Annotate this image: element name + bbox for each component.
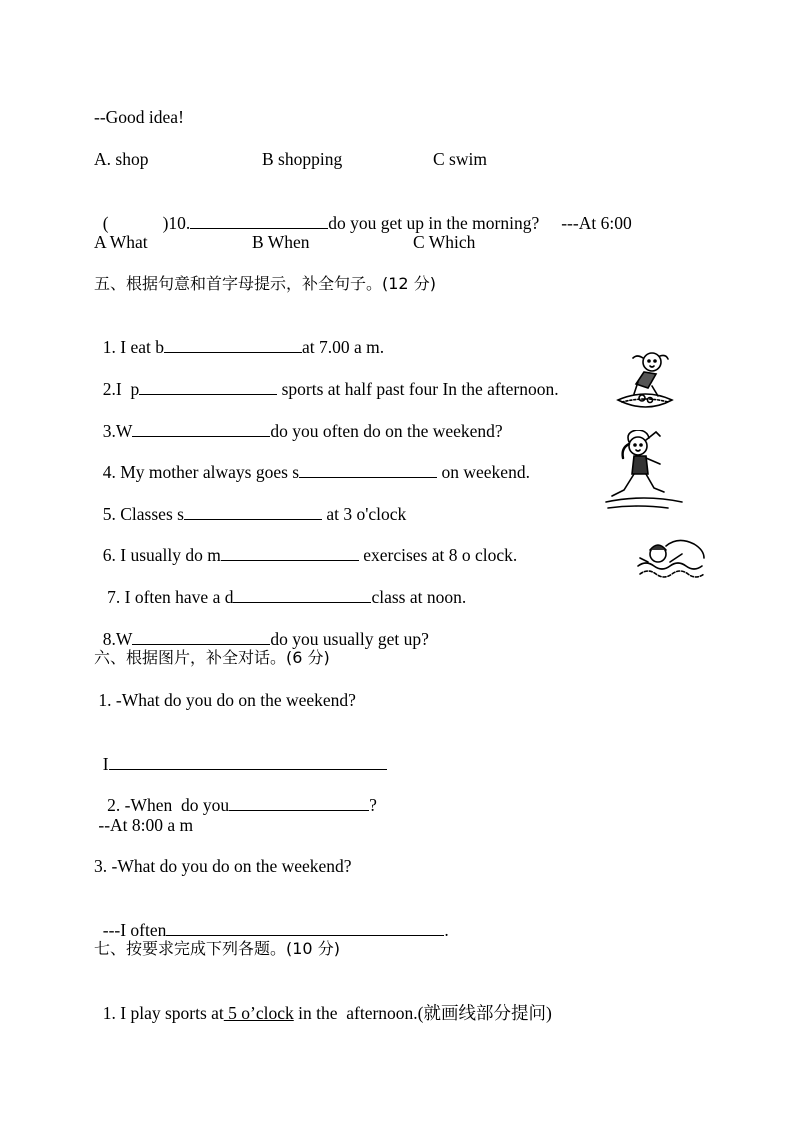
girl-washing-clothes-illustration <box>612 344 678 414</box>
item-prefix: 4. My mother always goes s <box>102 462 300 482</box>
section5-item-7 <box>94 564 466 608</box>
question-prefix: 1. I play sports at <box>102 1003 224 1023</box>
item-prefix: 7. I often have a d <box>102 587 234 607</box>
section5-item-2 <box>94 356 559 400</box>
answer-prefix: ---I often <box>102 920 167 940</box>
item-prefix: 2.I p <box>102 379 140 399</box>
fill-blank[interactable] <box>164 336 302 353</box>
item-prefix: 5. Classes s <box>102 504 184 524</box>
item-suffix: at 3 o'clock <box>321 504 407 524</box>
q10-number: 10. <box>168 213 191 233</box>
q10-option-a: A What <box>94 232 148 252</box>
section7-heading: 七、按要求完成下列各题。(10 分) <box>94 939 340 958</box>
item-prefix: 8.W <box>102 629 133 649</box>
section5-item-1 <box>94 314 384 358</box>
section5-item-5 <box>94 481 406 525</box>
section5-item-4 <box>94 439 530 483</box>
section5-heading: 五、根据句意和首字母提示，补全句子。(12 分) <box>94 274 436 293</box>
fill-blank[interactable] <box>233 586 371 603</box>
question-suffix: in the afternoon.(就画线部分提问) <box>293 1003 552 1023</box>
section5-item-8 <box>94 606 429 650</box>
item-prefix: 6. I usually do m <box>102 545 221 565</box>
fill-blank[interactable] <box>109 753 387 770</box>
q10-answer: ---At 6:00 <box>561 213 632 233</box>
item-prefix: 1. I eat b <box>102 337 164 357</box>
section5-item-6 <box>94 522 517 566</box>
item-suffix: do you usually get up? <box>270 629 429 649</box>
section6-question-3: 3. -What do you do on the weekend? <box>94 856 352 876</box>
section6-answer-2: --At 8:00 a m <box>94 815 194 835</box>
section5-item-3 <box>94 398 503 442</box>
item-suffix: exercises at 8 o clock. <box>358 545 518 565</box>
fill-blank[interactable] <box>184 503 322 520</box>
item-suffix: do you often do on the weekend? <box>270 421 503 441</box>
item-suffix: on weekend. <box>437 462 530 482</box>
section6-question-2 <box>94 772 377 816</box>
girl-exercising-illustration <box>604 430 684 512</box>
fill-blank[interactable] <box>132 420 270 437</box>
section7-question-1 <box>94 980 552 1024</box>
fill-blank[interactable] <box>299 461 437 478</box>
q10-option-c: C Which <box>413 232 476 252</box>
answer-prefix: I <box>102 754 109 774</box>
section6-question-1: 1. -What do you do on the weekend? <box>94 690 356 710</box>
fill-blank[interactable] <box>221 544 359 561</box>
item-suffix: at 7.00 a m. <box>301 337 385 357</box>
q10-paren-open: ( <box>102 213 109 233</box>
underlined-phrase: 5 o’clock <box>223 1003 294 1023</box>
q10-text: do you get up in the morning? <box>328 213 540 233</box>
fill-blank[interactable] <box>166 919 444 936</box>
question-prefix: 2. -When do you <box>102 795 230 815</box>
child-swimming-illustration <box>636 532 708 588</box>
item-suffix: sports at half past four In the afternoon. <box>277 379 559 399</box>
q10-paren-close: ) <box>162 213 169 233</box>
answer-suffix: . <box>444 920 449 940</box>
q10-blank[interactable] <box>190 212 328 229</box>
q9-response: --Good idea! <box>94 107 184 127</box>
fill-blank[interactable] <box>132 628 270 645</box>
q10-option-b: B When <box>252 232 310 252</box>
section6-answer-1 <box>94 731 387 775</box>
fill-blank[interactable] <box>229 794 369 811</box>
q9-option-c: C swim <box>433 149 487 169</box>
fill-blank[interactable] <box>139 378 277 395</box>
item-suffix: class at noon. <box>371 587 467 607</box>
question-suffix: ? <box>369 795 377 815</box>
q9-option-a: A. shop <box>94 149 149 169</box>
q10-line <box>94 190 632 234</box>
section6-answer-3 <box>94 897 449 941</box>
q9-option-b: B shopping <box>262 149 343 169</box>
item-prefix: 3.W <box>102 421 133 441</box>
section6-heading: 六、根据图片，补全对话。(6 分) <box>94 648 330 667</box>
